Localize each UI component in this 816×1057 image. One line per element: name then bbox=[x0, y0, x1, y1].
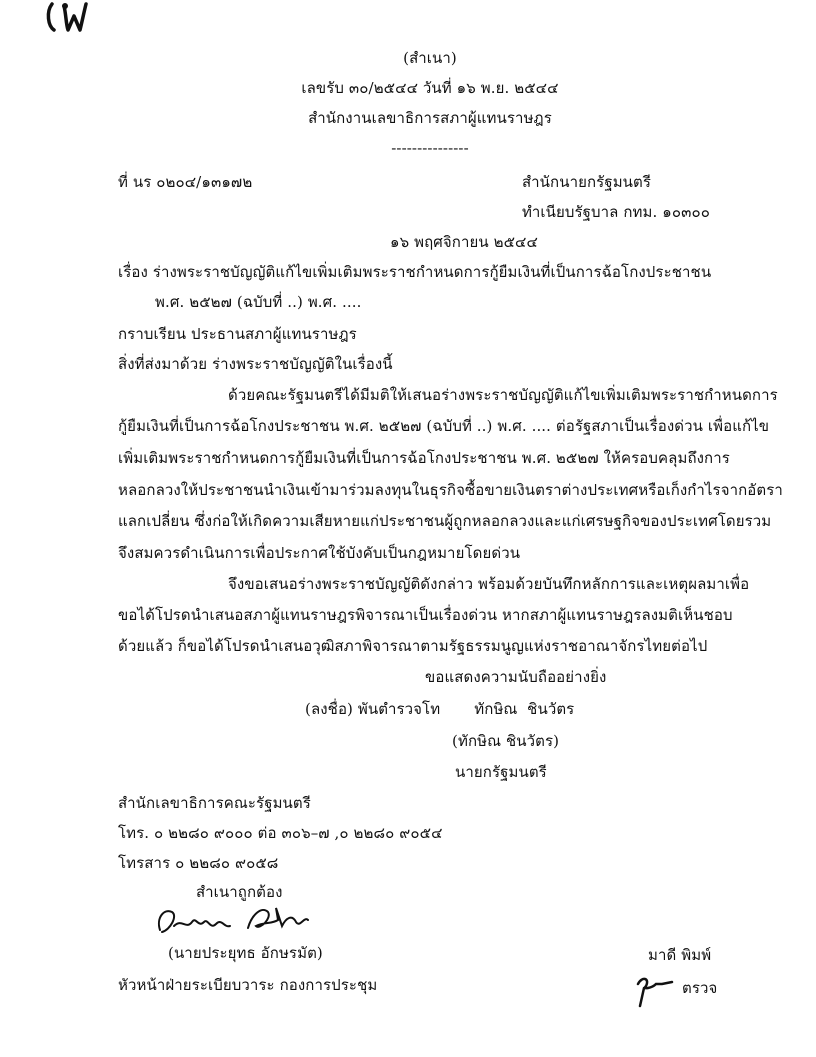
body-paragraph-1-line: ด้วยคณะรัฐมนตรีได้มีมติให้เสนอร่างพระราชบัญญัติแก้ไขเพิ่มเติมพระราชกำหนดการ bbox=[228, 386, 778, 404]
certified-copy: สำเนาถูกต้อง bbox=[196, 883, 283, 901]
sender-address: ทำเนียบรัฐบาล กทม. ๑๐๓๐๐ bbox=[522, 203, 710, 221]
body-paragraph-1-line: จึงสมควรดำเนินการเพื่อประกาศใช้บังคับเป็นกฎหมายโดยด่วน bbox=[118, 544, 521, 562]
received-line: เลขรับ ๓๐/๒๕๔๔ วันที่ ๑๖ พ.ย. ๒๕๔๔ bbox=[301, 79, 559, 97]
signed-by: (ลงชื่อ) พันตำรวจโท ทักษิณ ชินวัตร bbox=[305, 700, 575, 718]
closing: ขอแสดงความนับถืออย่างยิ่ง bbox=[425, 668, 607, 686]
copy-label: (สำเนา) bbox=[403, 49, 457, 67]
handwritten-mark-svg bbox=[44, 0, 104, 38]
body-paragraph-1-line: เพิ่มเติมพระราชกำหนดการกู้ยืมเงินที่เป็นการฉ้อโกงประชาชน พ.ศ. ๒๕๒๗ ให้ครอบคลุมถึงการ bbox=[118, 449, 730, 467]
reference-number: ที่ นร ๐๒๐๔/๑๓๑๗๒ bbox=[118, 173, 253, 191]
corner-handwritten-mark bbox=[44, 0, 104, 38]
received-office: สำนักงานเลขาธิการสภาผู้แทนราษฎร bbox=[308, 109, 552, 127]
signature-svg bbox=[152, 900, 322, 942]
printed-name: (ทักษิณ ชินวัตร) bbox=[452, 732, 560, 750]
sender-office: สำนักนายกรัฐมนตรี bbox=[522, 173, 652, 191]
position: นายกรัฐมนตรี bbox=[455, 763, 547, 781]
footer-fax: โทรสาร ๐ ๒๒๘๐ ๙๐๕๘ bbox=[118, 854, 279, 872]
certifier-title: หัวหน้าฝ่ายระเบียบวาระ กองการประชุม bbox=[118, 976, 378, 994]
footer-office: สำนักเลขาธิการคณะรัฐมนตรี bbox=[118, 794, 311, 812]
salutation: กราบเรียน ประธานสภาผู้แทนราษฎร bbox=[118, 325, 357, 343]
footer-phone: โทร. ๐ ๒๒๘๐ ๙๐๐๐ ต่อ ๓๐๖–๗ ,๐ ๒๒๘๐ ๙๐๕๔ bbox=[118, 824, 443, 842]
initials-svg bbox=[632, 970, 676, 1010]
header-divider: --------------- bbox=[391, 139, 469, 157]
body-paragraph-1-line: กู้ยืมเงินที่เป็นการฉ้อโกงประชาชน พ.ศ. ๒๕๒๗ (ฉบับที่ ..) พ.ศ. .... ต่อรัฐสภาเป็นเรื่องด่วน เพื่อแก้ไข bbox=[118, 417, 770, 435]
body-paragraph-2-line: ด้วยแล้ว ก็ขอได้โปรดนำเสนอวุฒิสภาพิจารณาตามรัฐธรรมนูญแห่งราชอาณาจักรไทยต่อไป bbox=[118, 637, 708, 655]
body-paragraph-1-line: หลอกลวงให้ประชาชนนำเงินเข้ามาร่วมลงทุนในธุรกิจซื้อขายเงินตราต่างประเทศหรือเก็งกำไรจากอัตรา bbox=[118, 481, 783, 499]
certifier-name: (นายประยุทธ อักษรมัต) bbox=[168, 944, 323, 962]
enclosure: สิ่งที่ส่งมาด้วย ร่างพระราชบัญญัติในเรื่องนี้ bbox=[118, 355, 393, 373]
subject-line-1: เรื่อง ร่างพระราชบัญญัติแก้ไขเพิ่มเติมพระราชกำหนดการกู้ยืมเงินที่เป็นการฉ้อโกงประชาชน bbox=[118, 263, 712, 281]
checker-initials bbox=[632, 970, 676, 1010]
subject-line-2: พ.ศ. ๒๕๒๗ (ฉบับที่ ..) พ.ศ. .... bbox=[155, 293, 362, 311]
body-paragraph-2-line: ขอได้โปรดนำเสนอสภาผู้แทนราษฎรพิจารณาเป็นเรื่องด่วน หากสภาผู้แทนราษฎรลงมติเห็นชอบ bbox=[118, 606, 733, 624]
checker: ตรวจ bbox=[682, 979, 718, 997]
typist: มาดี พิมพ์ bbox=[648, 946, 712, 964]
letter-date: ๑๖ พฤศจิกายน ๒๕๔๔ bbox=[390, 233, 538, 251]
body-paragraph-1-line: แลกเปลี่ยน ซึ่งก่อให้เกิดความเสียหายแก่ประชาชนผู้ถูกหลอกลวงและแก่เศรษฐกิจของประเทศโดยรวม bbox=[118, 512, 772, 530]
body-paragraph-2-line: จึงขอเสนอร่างพระราชบัญญัติดังกล่าว พร้อมด้วยบันทึกหลักการและเหตุผลมาเพื่อ bbox=[228, 575, 750, 593]
handwritten-signature bbox=[152, 900, 322, 942]
